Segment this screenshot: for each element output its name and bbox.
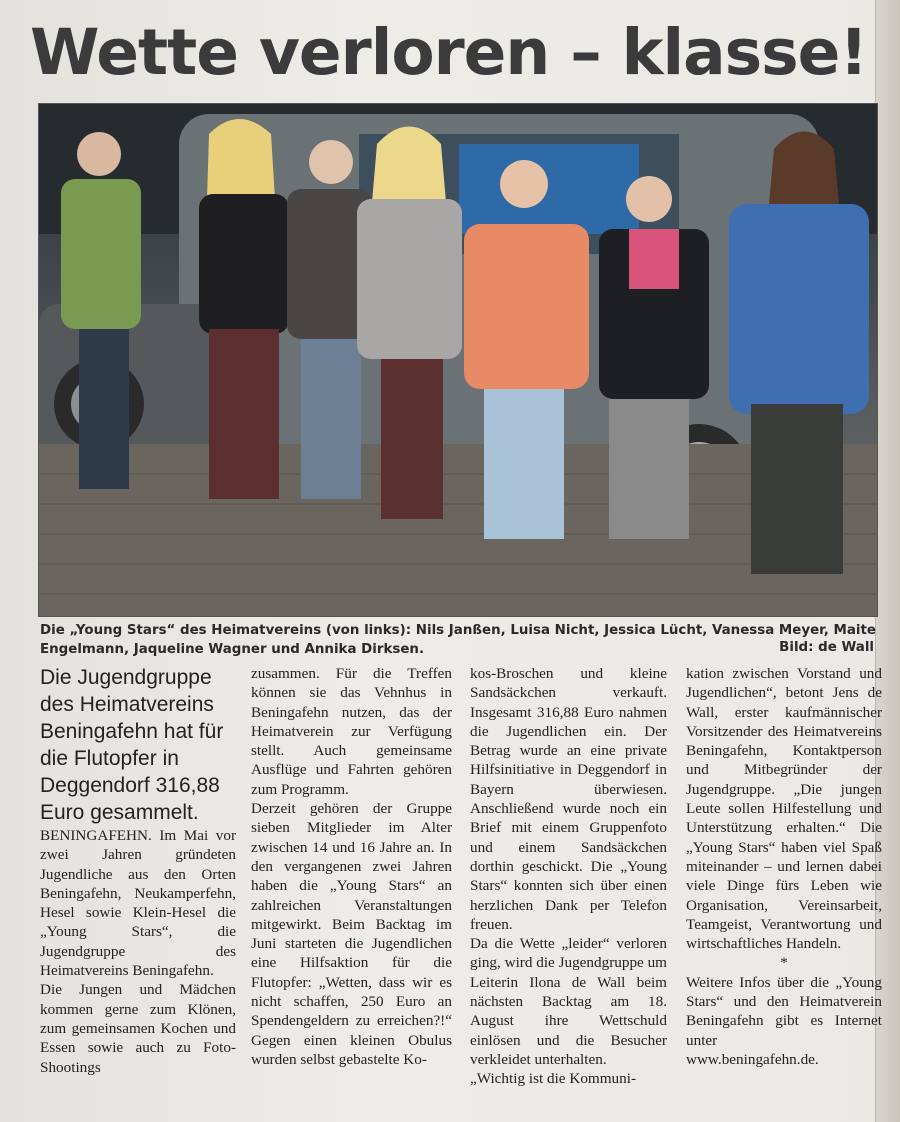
paragraph: Da die Wette „leider“ verloren ging, wird die Jugendgruppe um Leiterin Ilona de Wall beim nächsten Backtag am 18. August ihre Wettschuld einlösen und die Besucher verkleidet unterhalten. bbox=[470, 935, 667, 1068]
paragraph: BENINGAFEHN. Im Mai vor zwei Jahren gründeten Jugendliche aus den Orten Beningafehn, Neukamperfehn, Hesel sowie Klein-Hesel die „Young Stars“, die Jugendgruppe des Heimatvereins Beningafehn. bbox=[40, 827, 236, 980]
photo-credit: Bild: de Wall bbox=[779, 640, 874, 655]
subheadline: Die Jugendgruppe des Heimatvereins Beningafehn hat für die Flutopfer in Deggendorf 316,88 Euro gesammelt. bbox=[40, 666, 224, 824]
column-3 bbox=[470, 664, 667, 1089]
paragraph: kos-Broschen und kleine Sandsäckchen verkauft. Insgesamt 316,88 Euro nahmen die Jugendlichen ein. Der Betrag wurde an eine private Hilfsinitiative in Deggendorf in Bayern überwiesen. Anschließend wurde noch ein Brief mit einem Gruppenfoto und einem Sandsäckchen dorthin geschickt. Die „Young Stars“ konnten sich über einen herzlichen Dank per Telefon freuen. bbox=[470, 665, 667, 933]
paragraph: kation zwischen Vorstand und Jugendlichen“, betont Jens de Wall, erster kaufmännischer Vorsitzender des Heimatvereins Beningafehn, Kontaktperson und Mitbegründer der Jugendgruppe. „Die jungen Leute sollen Hilfestellung und Unterstützung erhalten.“ Die „Young Stars“ haben viel Spaß miteinander – und lernen dabei viele Dinge fürs Leben wie Organisation, Vereinsarbeit, Teamgeist, Verantwortung und wirtschaftliches Handeln. bbox=[686, 665, 882, 953]
paragraph: zusammen. Für die Treffen können sie das Vehnhus in Beningafehn nutzen, das der Heimatverein zur Verfügung stellt. Auch gemeinsame Ausflüge und Fahrten gehören zum Programm. bbox=[251, 665, 452, 798]
paragraph: Derzeit gehören der Gruppe sieben Mitglieder im Alter zwischen 14 und 16 Jahre an. In den vergangenen zwei Jahren haben die „Young Stars“ an zahlreichen Veranstaltungen mitgewirkt. Beim Backtag im Juni starteten die Jugendlichen eine Hilfsaktion für die Flutopfer: „Wetten, dass wir es nicht schaffen, 250 Euro an Spendengeldern zu erreichen?!“ Gegen einen kleinen Obulus wurden selbst gebastelte Ko- bbox=[251, 800, 452, 1068]
group-photo bbox=[38, 103, 878, 617]
website-url: www.beningafehn.de. bbox=[686, 1050, 819, 1068]
paragraph: „Wichtig ist die Kommuni- bbox=[470, 1070, 637, 1088]
paragraph: Die Jungen und Mädchen kommen gerne zum Klönen, zum gemeinsamen Kochen und Essen sowie auch zu Foto-Shootings bbox=[40, 981, 236, 1076]
column-1 bbox=[40, 664, 236, 1077]
separator-star: * bbox=[780, 954, 788, 972]
column-4 bbox=[686, 664, 882, 1069]
paragraph: Weitere Infos über die „Young Stars“ und den Heimatverein Beningafehn gibt es Internet unter bbox=[686, 973, 882, 1049]
headline: Wette verloren – klasse! bbox=[30, 16, 868, 89]
column-2 bbox=[251, 664, 452, 1069]
photo-caption: Die „Young Stars“ des Heimatvereins (von links): Nils Janßen, Luisa Nicht, Jessica Lücht, Vanessa Meyer, Maite Engelmann, Jaqueline Wagner und Annika Dirksen. bbox=[40, 623, 876, 657]
